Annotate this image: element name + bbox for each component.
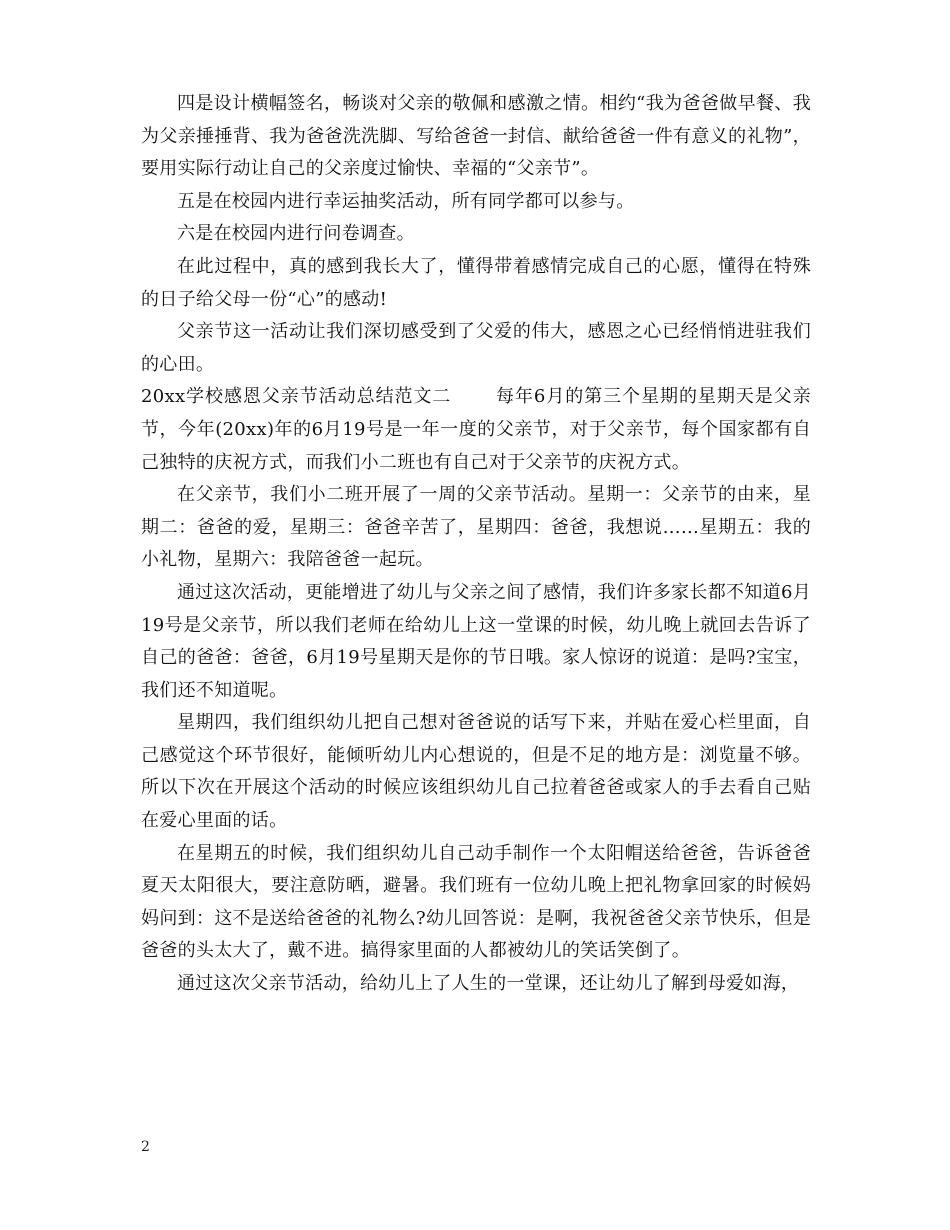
paragraph-activity-effect: 通过这次活动，更能增进了幼儿与父亲之间了感情，我们许多家长都不知道6月19号是父亲节，所以我们老师在给幼儿上这一堂课的时候，幼儿晚上就回去告诉了自己的爸爸：爸爸，6月19号星期天是你的节日哦。家人惊讶的说道：是吗?宝宝，我们还不知道呢。 (141, 581, 811, 701)
document-body (141, 88, 811, 1001)
paragraph-growing-up: 在此过程中，真的感到我长大了，懂得带着感情完成自己的心愿，懂得在特殊的日子给父母一份“心”的感动! (141, 255, 811, 310)
paragraph-conclusion: 通过这次父亲节活动，给幼儿上了人生的一堂课，还让幼儿了解到母爱如海， (177, 973, 800, 995)
section-heading-line (141, 381, 811, 479)
paragraph-week-activities: 在父亲节，我们小二班开展了一周的父亲节活动。星期一：父亲节的由来，星期二：爸爸的爱，星期三：爸爸辛苦了，星期四：爸爸，我想说……星期五：我的小礼物，星期六：我陪爸爸一起玩。 (141, 484, 811, 571)
paragraph-friday: 在星期五的时候，我们组织幼儿自己动手制作一个太阳帽送给爸爸，告诉爸爸夏天太阳很大，要注意防晒，避暑。我们班有一位幼儿晚上把礼物拿回家的时候妈妈问到：这不是送给爸爸的礼物么?幼儿回答说：是啊，我祝爸爸父亲节快乐，但是爸爸的头太大了，戴不进。搞得家里面的人都被幼儿的笑话笑倒了。 (141, 842, 811, 962)
section-title: 20xx学校感恩父亲节活动总结范文二 (141, 386, 452, 408)
paragraph-gratitude: 父亲节这一活动让我们深切感受到了父爱的伟大，感恩之心已经悄悄进驻我们的心田。 (141, 321, 811, 375)
paragraph-survey: 六是在校园内进行问卷调查。 (177, 223, 415, 245)
paragraph-banner-signing: 四是设计横幅签名，畅谈对父亲的敬佩和感激之情。相约“我为爸爸做早餐、我为父亲捶捶背、我为爸爸洗洗脚、写给爸爸一封信、献给爸爸一件有意义的礼物”，要用实际行动让自己的父亲度过愉快、幸福的“父亲节”。 (141, 93, 811, 180)
page-number: 2 (141, 1139, 150, 1155)
paragraph-thursday: 星期四，我们组织幼儿把自己想对爸爸说的话写下来，并贴在爱心栏里面，自己感觉这个环节很好，能倾听幼儿内心想说的，但是不足的地方是：浏览量不够。所以下次在开展这个活动的时候应该组织幼儿自己拉着爸爸或家人的手去看自己贴在爱心里面的话。 (141, 712, 811, 832)
section-intro-text: 每年6月的第三个星期的星期天是父亲节，今年(20xx)年的6月19号是一年一度的父亲节，对于父亲节，每个国家都有自己独特的庆祝方式，而我们小二班也有自己对于父亲节的庆祝方式。 (141, 386, 811, 473)
paragraph-lottery: 五是在校园内进行幸运抽奖活动，所有同学都可以参与。 (177, 190, 635, 212)
